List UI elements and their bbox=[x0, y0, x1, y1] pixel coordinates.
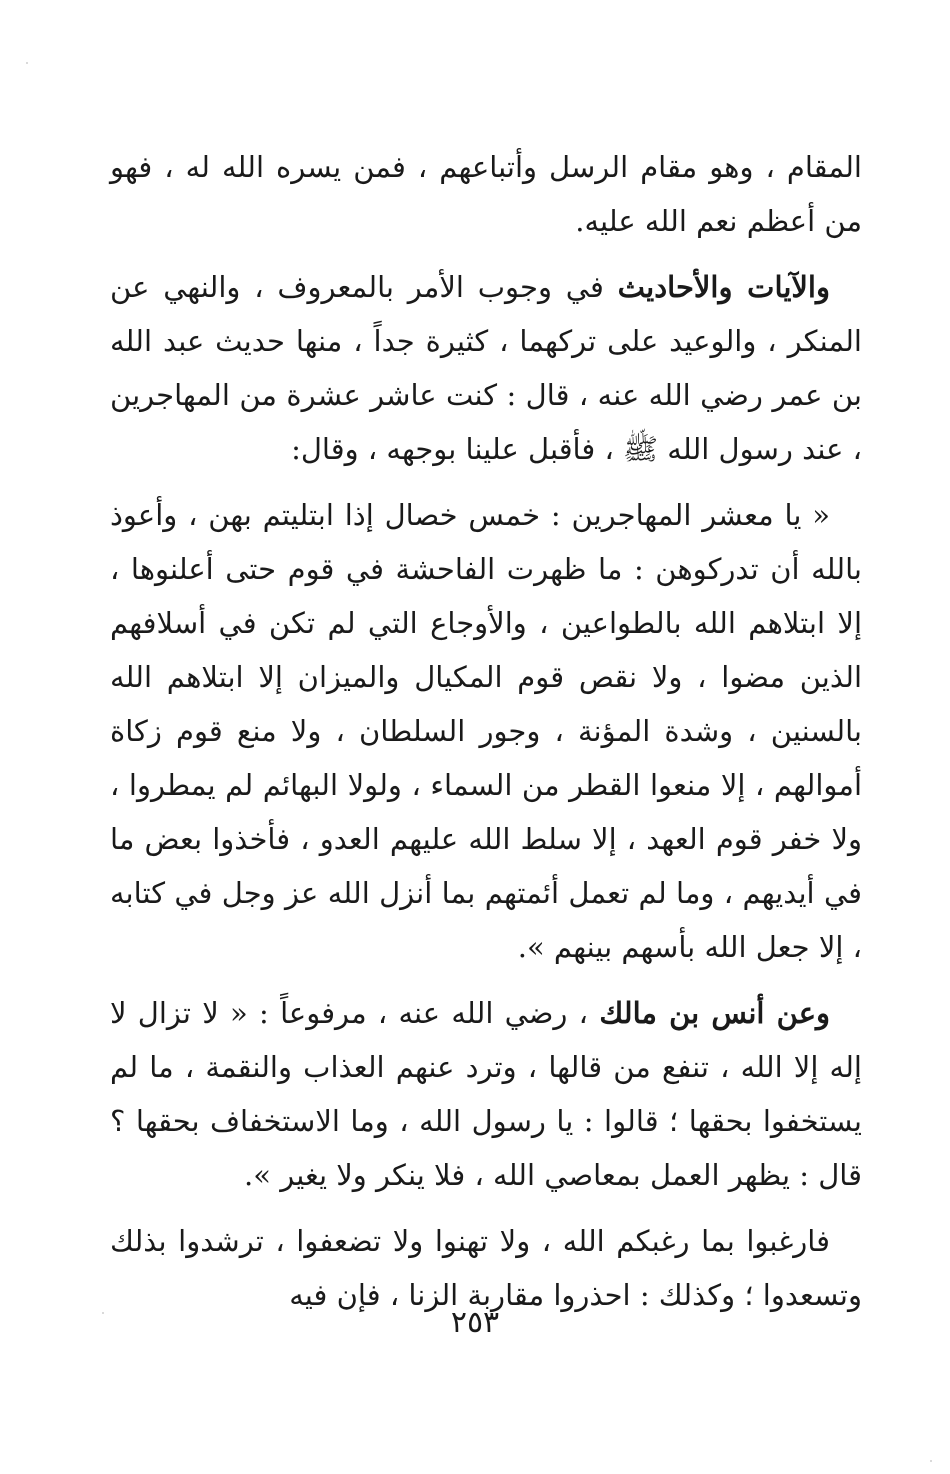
paragraph-3-hadith-quote bbox=[110, 488, 862, 974]
scan-speck bbox=[930, 1460, 932, 1462]
scan-speck bbox=[102, 1312, 104, 1314]
page-number: ٢٥٣ bbox=[450, 1305, 500, 1340]
paragraph-2-text: في وجوب الأمر بالمعروف ، والنهي عن المنكر ، والوعيد على تركهما ، كثيرة جداً ، منها حديث عبد الله بن عمر رضي الله عنه ، قال : كنت عاشر عشرة من المهاجرين ، عند رسول الله ﷺ ، فأقبل علينا بوجهه ، وقال: bbox=[110, 270, 862, 466]
scan-speck bbox=[26, 62, 28, 64]
paragraph-4 bbox=[110, 986, 862, 1202]
paragraph-4-bold-lead: وعن أنس بن مالك bbox=[599, 996, 830, 1030]
paragraph-1-text: المقام ، وهو مقام الرسل وأتباعهم ، فمن يسره الله له ، فهو من أعظم نعم الله عليه. bbox=[110, 150, 862, 238]
paragraph-1 bbox=[110, 140, 862, 248]
paragraph-2 bbox=[110, 260, 862, 476]
paragraph-2-bold-lead: والآيات والأحاديث bbox=[617, 270, 830, 304]
page-body-text bbox=[110, 140, 862, 1322]
paragraph-4-text: ، رضي الله عنه ، مرفوعاً : « لا تزال لا إله إلا الله ، تنفع من قالها ، وترد عنهم العذاب والنقمة ، ما لم يستخفوا بحقها ؛ قالوا : يا رسول الله ، وما الاستخفاف بحقها ؟ قال : يظهر العمل بمعاصي الله ، فلا ينكر ولا يغير ». bbox=[110, 996, 862, 1192]
paragraph-5-text: فارغبوا بما رغبكم الله ، ولا تهنوا ولا تضعفوا ، ترشدوا بذلك وتسعدوا ؛ وكذلك : احذروا مقاربة الزنا ، فإن فيه bbox=[110, 1224, 862, 1312]
paragraph-3-text: « يا معشر المهاجرين : خمس خصال إذا ابتليتم بهن ، وأعوذ بالله أن تدركوهن : ما ظهرت الفاحشة في قوم حتى أعلنوها ، إلا ابتلاهم الله بالطواعين ، والأوجاع التي لم تكن في أسلافهم الذين مضوا ، ولا نقص قوم المكيال والميزان إلا ابتلاهم الله بالسنين ، وشدة المؤنة ، وجور السلطان ، ولا منع قوم زكاة أموالهم ، إلا منعوا القطر من السماء ، ولولا البهائم لم يمطروا ، ولا خفر قوم العهد ، إلا سلط الله عليهم العدو ، فأخذوا بعض ما في أيديهم ، وما لم تعمل أئمتهم بما أنزل الله عز وجل في كتابه ، إلا جعل الله بأسهم بينهم ». bbox=[110, 498, 862, 964]
